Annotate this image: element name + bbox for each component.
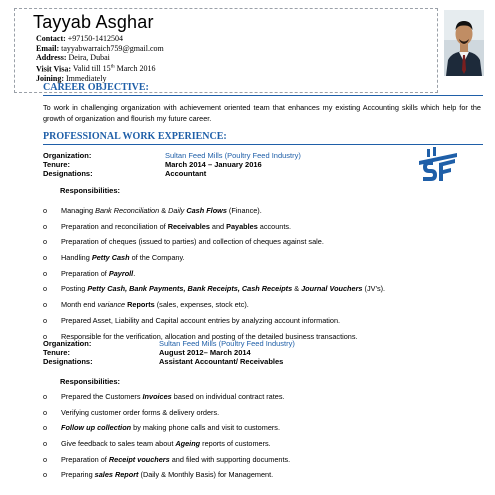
email-label: Email: — [36, 43, 60, 53]
item-text: Journal Vouchers — [301, 284, 363, 294]
item-text: & — [292, 284, 302, 294]
item-text: variance — [97, 300, 126, 310]
visa-row — [36, 63, 164, 74]
career-objective-rule — [43, 95, 483, 96]
joining-value: Immediately — [64, 74, 107, 84]
list-item — [43, 300, 385, 316]
address-label: Address: — [36, 53, 67, 63]
list-item — [43, 408, 290, 424]
item-text: Invoices — [142, 392, 172, 401]
candidate-name: Tayyab Asghar — [33, 12, 154, 32]
contact-label: Contact: — [36, 34, 66, 43]
list-item — [43, 269, 385, 285]
item-text: based on individual contract rates. — [171, 392, 285, 401]
item-text: reports of customers. — [200, 439, 271, 449]
bullet-icon: o — [43, 423, 48, 433]
tenure-label: Tenure: — [43, 160, 70, 169]
organization-label: Organization: — [43, 151, 92, 160]
item-text: Petty Cash, Bank Payments, Bank Receipts, Cash Receipts — [87, 284, 293, 294]
item-text: Reports — [127, 300, 155, 310]
bullet-icon: o — [43, 407, 48, 417]
item-text: of the Company. — [129, 253, 185, 263]
item-text: Managing — [61, 206, 96, 215]
bullet-icon: o — [43, 206, 48, 215]
list-item — [43, 423, 290, 439]
designation-value: Accountant — [165, 169, 207, 178]
contact-value[interactable]: +97150-1412504 — [65, 34, 123, 43]
organization-label: Organization: — [43, 339, 92, 348]
tenure-value: March 2014 – January 2016 — [165, 160, 262, 169]
item-text: Handling — [61, 253, 92, 263]
bullet-icon: o — [43, 331, 48, 341]
item-text: Month end — [61, 300, 98, 310]
item-text: sales Report — [94, 470, 139, 480]
address-value: Deira, Dubai — [66, 53, 110, 63]
experience-rule — [43, 144, 483, 145]
list-item — [43, 222, 385, 238]
responsibilities-label: Responsibilities: — [60, 186, 121, 195]
sultan-feed-mills-logo — [417, 147, 459, 185]
bullet-icon: o — [43, 253, 48, 263]
list-item — [43, 284, 385, 300]
item-text: Bank Reconciliation — [95, 206, 160, 215]
tenure-value: August 2012– March 2014 — [159, 348, 251, 357]
career-objective-title: CAREER OBJECTIVE: — [43, 82, 149, 93]
profile-photo-icon — [444, 10, 484, 76]
visa-value-sup: th — [110, 64, 115, 70]
bullet-icon: o — [43, 221, 48, 231]
bullet-icon: o — [43, 392, 48, 401]
list-item — [43, 206, 385, 222]
item-text: & — [159, 206, 169, 215]
bullet-icon: o — [43, 268, 48, 278]
bullet-icon: o — [43, 237, 48, 247]
designation-label: Designations: — [43, 357, 93, 366]
item-text: Preparation of — [61, 454, 109, 464]
item-text: (JV’s). — [362, 284, 386, 294]
item-text: Preparing — [61, 470, 95, 480]
item-text: Responsible for the verification, allocation and posting of the detailed business transactions. — [61, 331, 358, 341]
item-text: Payables — [226, 221, 258, 231]
item-text: Daily — [168, 206, 187, 215]
list-item — [43, 392, 290, 408]
item-text: Preparation and reconciliation of — [61, 221, 168, 231]
list-item — [43, 316, 385, 332]
job-1-responsibilities — [43, 206, 385, 347]
contact-row — [36, 34, 164, 44]
email-row — [36, 44, 164, 54]
joining-label: Joining: — [36, 74, 65, 84]
visa-label: Visit Visa: — [36, 64, 72, 74]
item-text: Receipt vouchers — [108, 454, 170, 464]
organization-value: Sultan Feed Mills (Poultry Feed Industry) — [159, 339, 295, 348]
item-text: Receivables — [167, 221, 210, 231]
job-2-responsibilities — [43, 392, 290, 486]
tenure-label: Tenure: — [43, 348, 70, 357]
item-text: . — [133, 268, 136, 278]
contact-block — [36, 34, 164, 84]
item-text: by making phone calls and visit to customers. — [131, 423, 280, 433]
list-item — [43, 253, 385, 269]
experience-title: PROFESSIONAL WORK EXPERIENCE: — [43, 131, 227, 142]
designation-label: Designations: — [43, 169, 93, 178]
item-text: (sales, expenses, stock etc). — [154, 300, 249, 310]
item-text: Prepared the Customers — [61, 392, 143, 401]
list-item — [43, 237, 385, 253]
visa-value — [71, 64, 155, 73]
item-text: Give feedback to sales team about — [61, 439, 176, 449]
address-row — [36, 53, 164, 63]
item-text: Cash Flows — [186, 206, 227, 215]
item-text: (Finance). — [226, 206, 262, 215]
list-item — [43, 439, 290, 455]
item-text: Verifying customer order forms & delivery orders. — [61, 407, 220, 417]
item-text: and filed with supporting documents. — [169, 454, 291, 464]
email-value[interactable]: tayyabwarraich759@gmail.com — [59, 43, 164, 53]
designation-value: Assistant Accountant/ Receivables — [159, 357, 284, 366]
item-text: and — [209, 221, 227, 231]
item-text: (Daily & Monthly Basis) for Management. — [138, 470, 274, 480]
responsibilities-label: Responsibilities: — [60, 377, 121, 386]
item-text: accounts. — [257, 221, 292, 231]
visa-value-pre: Valid till 15 — [71, 64, 111, 74]
list-item — [43, 470, 290, 486]
organization-value: Sultan Feed Mills (Poultry Feed Industry) — [165, 151, 301, 160]
bullet-icon: o — [43, 470, 48, 480]
item-text: Payroll — [108, 268, 134, 278]
profile-photo — [444, 10, 484, 76]
bullet-icon: o — [43, 439, 48, 449]
list-item — [43, 455, 290, 471]
item-text: Preparation of cheques (issued to parties) and collection of cheques against sale. — [61, 237, 324, 247]
item-text: Follow up collection — [61, 423, 132, 433]
bullet-icon: o — [43, 300, 48, 310]
item-text: Prepared Asset, Liability and Capital account entries by analyzing account information. — [61, 315, 341, 325]
item-text: Petty Cash — [91, 253, 130, 263]
item-text: Posting — [61, 284, 88, 294]
item-text: Ageing — [175, 439, 201, 449]
item-text: Preparation of — [61, 268, 109, 278]
bullet-icon: o — [43, 315, 48, 325]
bullet-icon: o — [43, 454, 48, 464]
career-objective-text: To work in challenging organization with achievement oriented team that enhances my existing Accounting skills which help for the growth of organization and flourish my future career. — [43, 103, 481, 123]
bullet-icon: o — [43, 284, 48, 294]
visa-value-post: March 2016 — [114, 64, 156, 74]
